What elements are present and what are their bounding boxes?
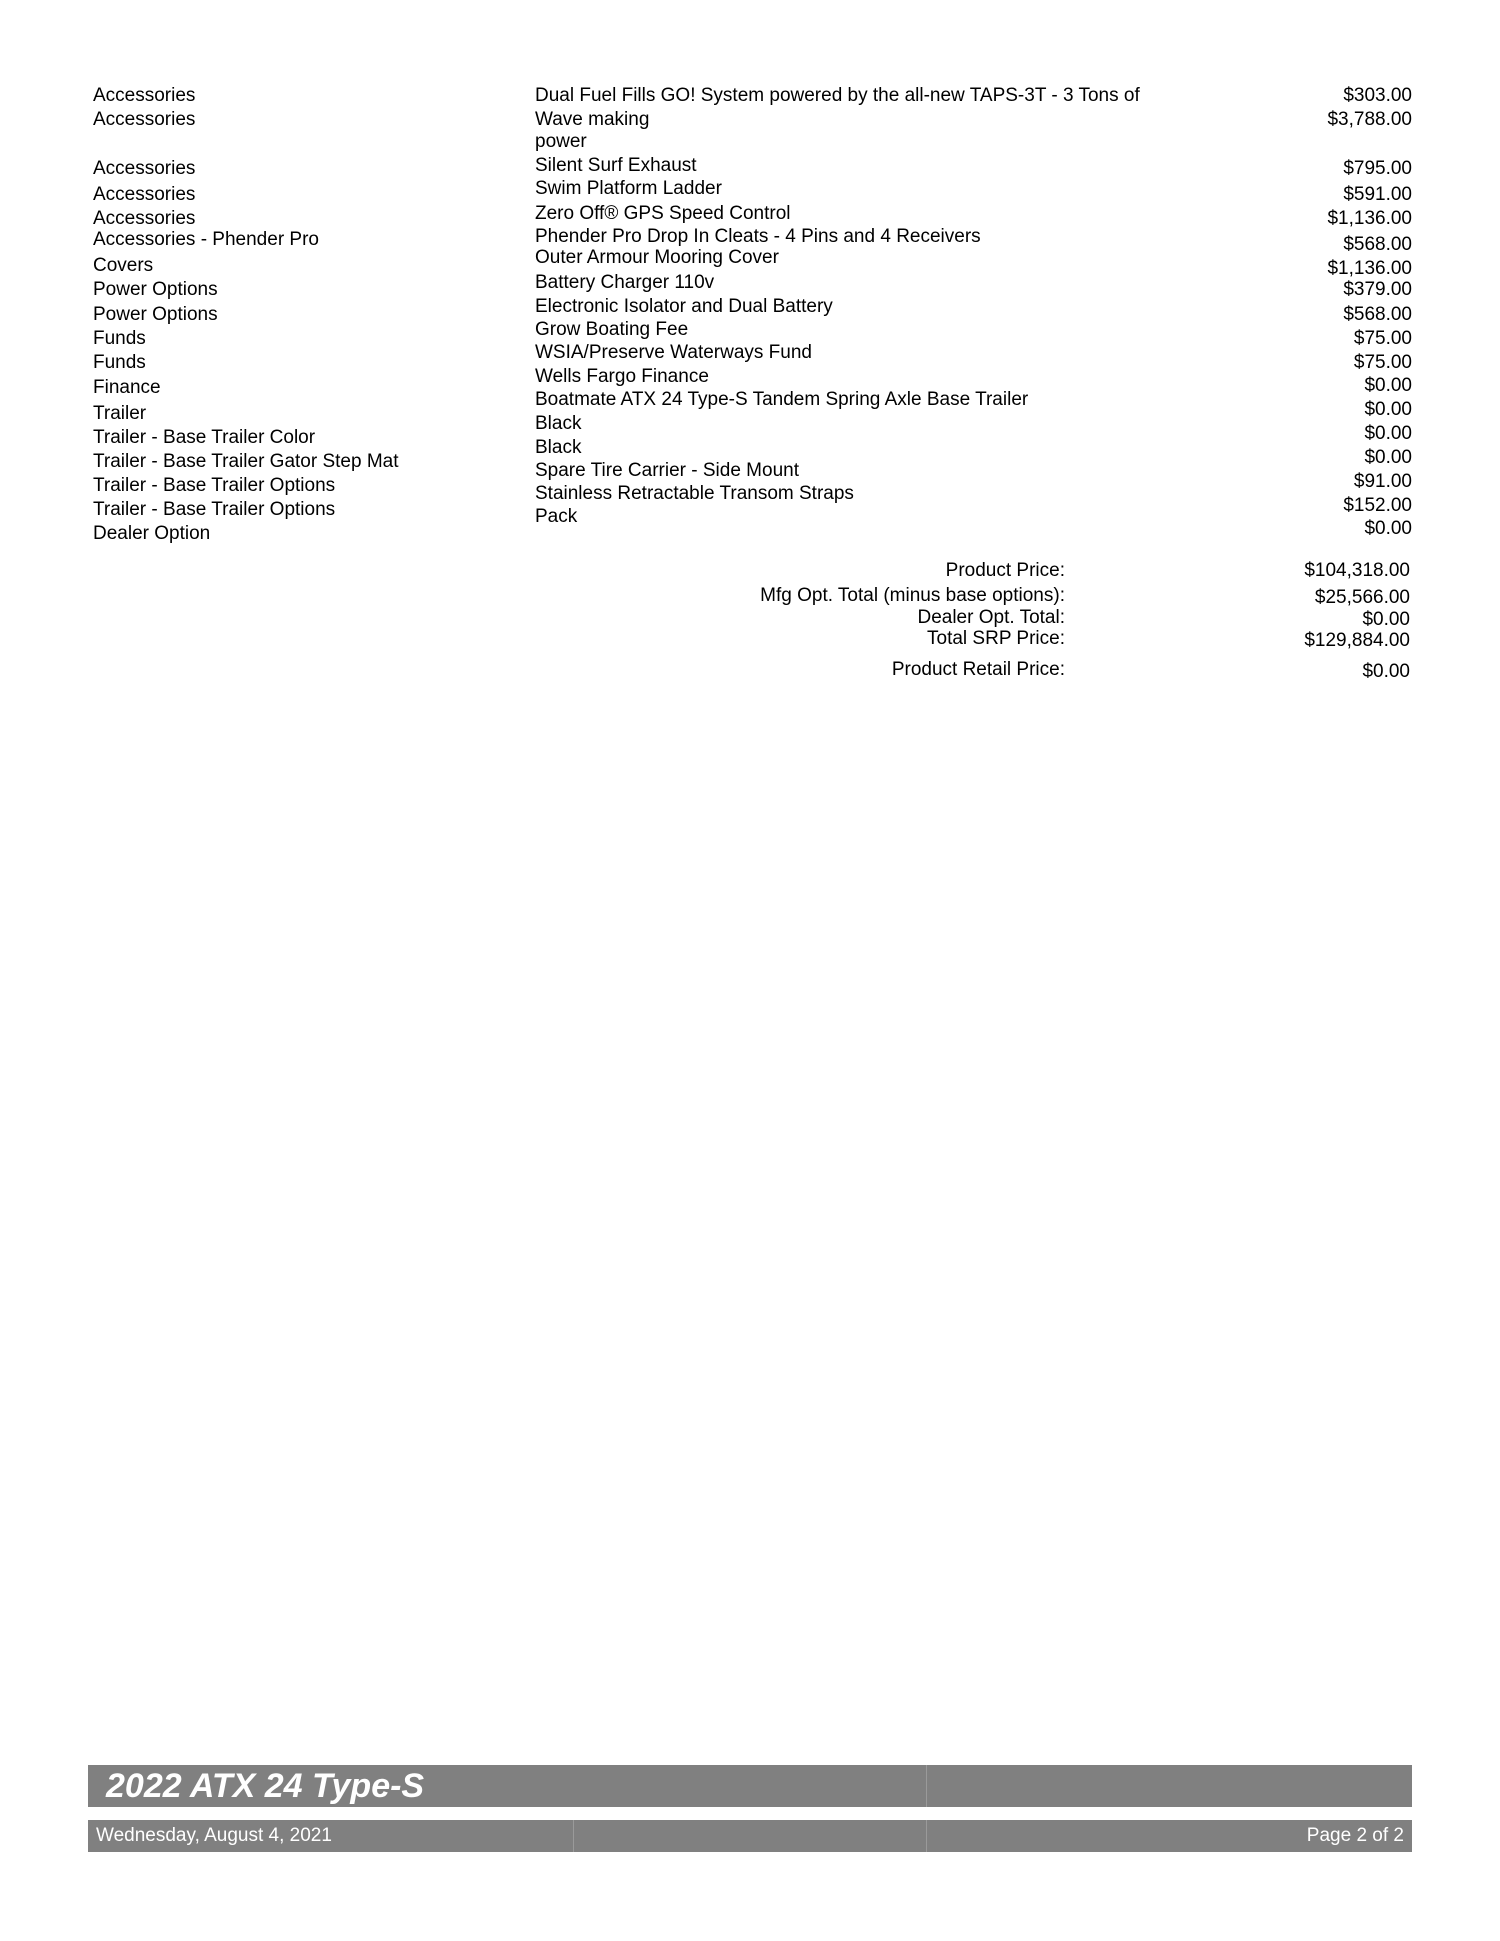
footer-page-number: Page 2 of 2 [1306,1825,1404,1846]
summary-label: Product Retail Price: [891,659,1065,680]
item-description: Wave making [535,109,650,130]
item-description-continuation: power [535,131,587,152]
item-description: Battery Charger 110v [535,272,715,293]
item-price: $1,136.00 [1327,208,1412,229]
summary-value: $25,566.00 [1314,587,1410,608]
item-price: $568.00 [1343,234,1412,255]
line-item [0,109,1500,131]
item-category: Covers [93,255,154,276]
item-price: $0.00 [1364,375,1412,396]
summary-label: Total SRP Price: [927,628,1065,649]
item-category: Power Options [93,304,218,325]
footer-divider [926,1765,927,1807]
item-description: Grow Boating Fee [535,319,689,340]
line-item [0,85,1500,107]
summary-product-retail-price [0,659,1500,681]
footer-divider [573,1820,574,1852]
summary-value: $0.00 [1362,661,1410,682]
item-description: WSIA/Preserve Waterways Fund [535,342,812,363]
item-category: Accessories [93,158,196,179]
item-price: $152.00 [1343,495,1412,516]
item-category: Trailer - Base Trailer Options [93,475,336,496]
item-description: Swim Platform Ladder [535,178,722,199]
item-category: Accessories [93,85,196,106]
item-price: $303.00 [1343,85,1412,106]
item-category: Trailer - Base Trailer Color [93,427,316,448]
item-description: Stainless Retractable Transom Straps [535,483,854,504]
item-description: Boatmate ATX 24 Type-S Tandem Spring Axle Base Trailer [535,389,1029,410]
item-price: $0.00 [1364,447,1412,468]
item-category: Accessories [93,208,196,229]
item-description: Wells Fargo Finance [535,366,709,387]
item-category: Trailer - Base Trailer Gator Step Mat [93,451,399,472]
item-price: $0.00 [1364,399,1412,420]
item-category: Dealer Option [93,523,211,544]
item-price: $75.00 [1353,352,1412,373]
item-category: Finance [93,377,161,398]
item-category: Funds [93,352,146,373]
summary-label: Mfg Opt. Total (minus base options): [760,585,1065,606]
item-price: $1,136.00 [1327,258,1412,279]
footer-title-bar [88,1765,1412,1807]
item-category: Accessories [93,184,196,205]
item-price: $795.00 [1343,158,1412,179]
item-price: $568.00 [1343,304,1412,325]
item-description: Pack [535,506,578,527]
summary-product-price [0,560,1500,582]
item-price: $0.00 [1364,423,1412,444]
footer-info-bar [88,1820,1412,1852]
summary-label: Dealer Opt. Total: [917,607,1065,628]
summary-mfg-opt-total [0,585,1500,607]
summary-total-srp [0,628,1500,650]
item-category: Accessories [93,109,196,130]
item-description: Outer Armour Mooring Cover [535,247,779,268]
item-category: Power Options [93,279,218,300]
footer-date: Wednesday, August 4, 2021 [96,1825,332,1846]
item-description: Silent Surf Exhaust [535,155,697,176]
item-category: Accessories - Phender Pro [93,229,319,250]
item-description: Spare Tire Carrier - Side Mount [535,460,799,481]
footer-product-title: 2022 ATX 24 Type-S [106,1767,425,1805]
summary-value: $0.00 [1362,609,1410,630]
summary-dealer-opt-total [0,607,1500,629]
summary-value: $104,318.00 [1304,560,1410,581]
item-description: Black [535,437,582,458]
item-category: Trailer [93,403,147,424]
item-description: Black [535,413,582,434]
item-price: $0.00 [1364,518,1412,539]
item-price: $91.00 [1353,471,1412,492]
item-category: Funds [93,328,146,349]
item-description: Phender Pro Drop In Cleats - 4 Pins and 4 Receivers [535,226,981,247]
line-item [0,157,1500,179]
item-price: $3,788.00 [1327,109,1412,130]
summary-label: Product Price: [945,560,1065,581]
item-price: $379.00 [1343,279,1412,300]
item-description: Zero Off® GPS Speed Control [535,203,791,224]
item-category: Trailer - Base Trailer Options [93,499,336,520]
item-description: Dual Fuel Fills GO! System powered by the all-new TAPS-3T - 3 Tons of [535,85,1140,106]
item-description: Electronic Isolator and Dual Battery [535,296,833,317]
summary-value: $129,884.00 [1304,630,1410,651]
footer-divider [926,1820,927,1852]
item-price: $591.00 [1343,184,1412,205]
item-price: $75.00 [1353,328,1412,349]
